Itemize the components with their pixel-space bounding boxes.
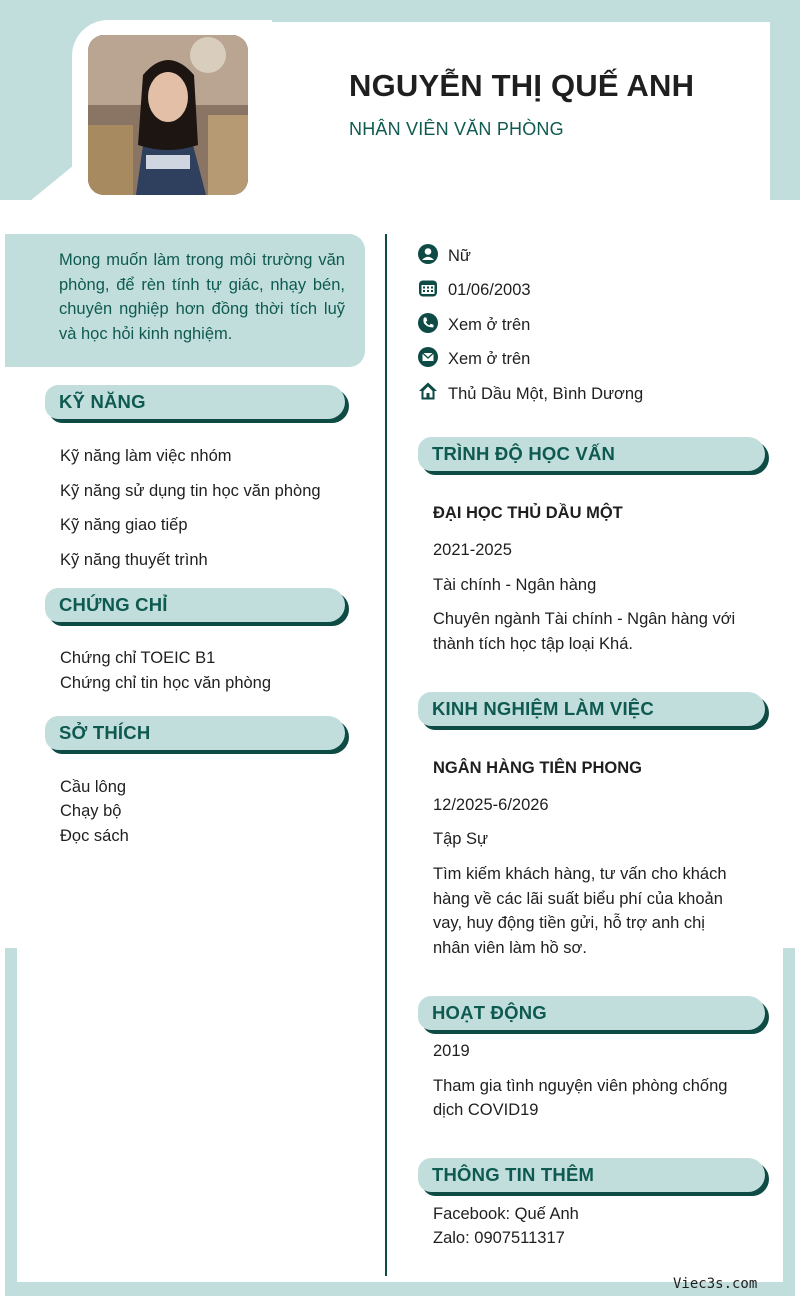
- school-name: ĐẠI HỌC THỦ DẦU MỘT: [433, 504, 623, 522]
- career-objective: [5, 234, 365, 367]
- skill-item: Kỹ năng thuyết trình: [60, 551, 208, 569]
- company-name: NGÂN HÀNG TIÊN PHONG: [433, 759, 643, 777]
- skill-item: Kỹ năng sử dụng tin học văn phòng: [60, 482, 321, 500]
- education-title: TRÌNH ĐỘ HỌC VẤN: [432, 443, 616, 464]
- education-desc: Chuyên ngành Tài chính - Ngân hàng với: [433, 610, 736, 628]
- experience-desc: nhân viên làm hồ sơ.: [433, 939, 587, 957]
- candidate-role: NHÂN VIÊN VĂN PHÒNG: [349, 119, 564, 139]
- skill-item: Kỹ năng giao tiếp: [60, 516, 188, 534]
- watermark: Viec3s.com: [673, 1276, 758, 1292]
- experience-title: KINH NGHIỆM LÀM VIỆC: [432, 698, 654, 719]
- education-major: Tài chính - Ngân hàng: [433, 576, 597, 594]
- certificates-header: [45, 588, 345, 622]
- phone-icon: [418, 313, 438, 333]
- user-icon: [418, 244, 438, 264]
- header-divider-band: [0, 200, 800, 220]
- hobbies-header: [45, 716, 345, 750]
- experience-header: [418, 692, 765, 726]
- extra-info-header: [418, 1158, 765, 1192]
- column-divider: [385, 234, 387, 1276]
- header-corner: [30, 165, 74, 201]
- experience-desc: hàng về các lãi suất biểu phí của khoản: [433, 890, 723, 908]
- activity-desc: Tham gia tình nguyện viên phòng chống: [433, 1077, 728, 1095]
- mail-icon: [418, 347, 438, 367]
- email-text: Xem ở trên: [448, 350, 531, 368]
- experience-desc: Tìm kiếm khách hàng, tư vấn cho khách: [433, 865, 727, 883]
- skill-item: Kỹ năng làm việc nhóm: [60, 447, 232, 465]
- activity-year: 2019: [433, 1042, 470, 1060]
- birthday-text: 01/06/2003: [448, 281, 531, 299]
- experience-period: 12/2025-6/2026: [433, 796, 549, 814]
- activities-header: [418, 996, 765, 1030]
- hobby-item: Đọc sách: [60, 827, 129, 845]
- activities-title: HOẠT ĐỘNG: [432, 1002, 547, 1023]
- home-icon: [418, 381, 438, 401]
- objective-text: Mong muốn làm trong môi trường văn phòng, để rèn tính tự giác, nhạy bén, chuyên nghiệp hơn đồng thời tích luỹ và học hỏi kinh nghiệm.: [59, 251, 345, 343]
- activity-desc: dịch COVID19: [433, 1101, 539, 1119]
- certificate-item: Chứng chỉ TOEIC B1: [60, 649, 216, 667]
- experience-position: Tập Sự: [433, 830, 489, 848]
- certificate-item: Chứng chỉ tin học văn phòng: [60, 674, 272, 692]
- address-text: Thủ Dầu Một, Bình Dương: [448, 385, 644, 403]
- experience-desc: vay, huy động tiền gửi, hỗ trợ anh chị: [433, 914, 705, 932]
- education-period: 2021-2025: [433, 541, 512, 559]
- frame-right: [783, 948, 795, 1296]
- hobby-item: Cầu lông: [60, 778, 127, 796]
- header-card: [240, 22, 770, 212]
- profile-photo: [88, 35, 248, 195]
- hobbies-title: SỞ THÍCH: [59, 722, 151, 743]
- certificates-title: CHỨNG CHỈ: [59, 594, 168, 615]
- skills-title: KỸ NĂNG: [59, 391, 146, 412]
- gender-text: Nữ: [448, 247, 471, 265]
- phone-text: Xem ở trên: [448, 316, 531, 334]
- skills-header: [45, 385, 345, 419]
- calendar-icon: [418, 278, 438, 298]
- frame-left: [5, 948, 17, 1296]
- education-desc: thành tích học tập loại Khá.: [433, 635, 633, 653]
- extra-info-title: THÔNG TIN THÊM: [432, 1164, 595, 1185]
- education-header: [418, 437, 765, 471]
- candidate-name: NGUYỄN THỊ QUẾ ANH: [349, 68, 695, 103]
- hobby-item: Chạy bộ: [60, 802, 122, 820]
- facebook-text: Facebook: Quế Anh: [433, 1205, 579, 1223]
- zalo-text: Zalo: 0907511317: [433, 1229, 565, 1247]
